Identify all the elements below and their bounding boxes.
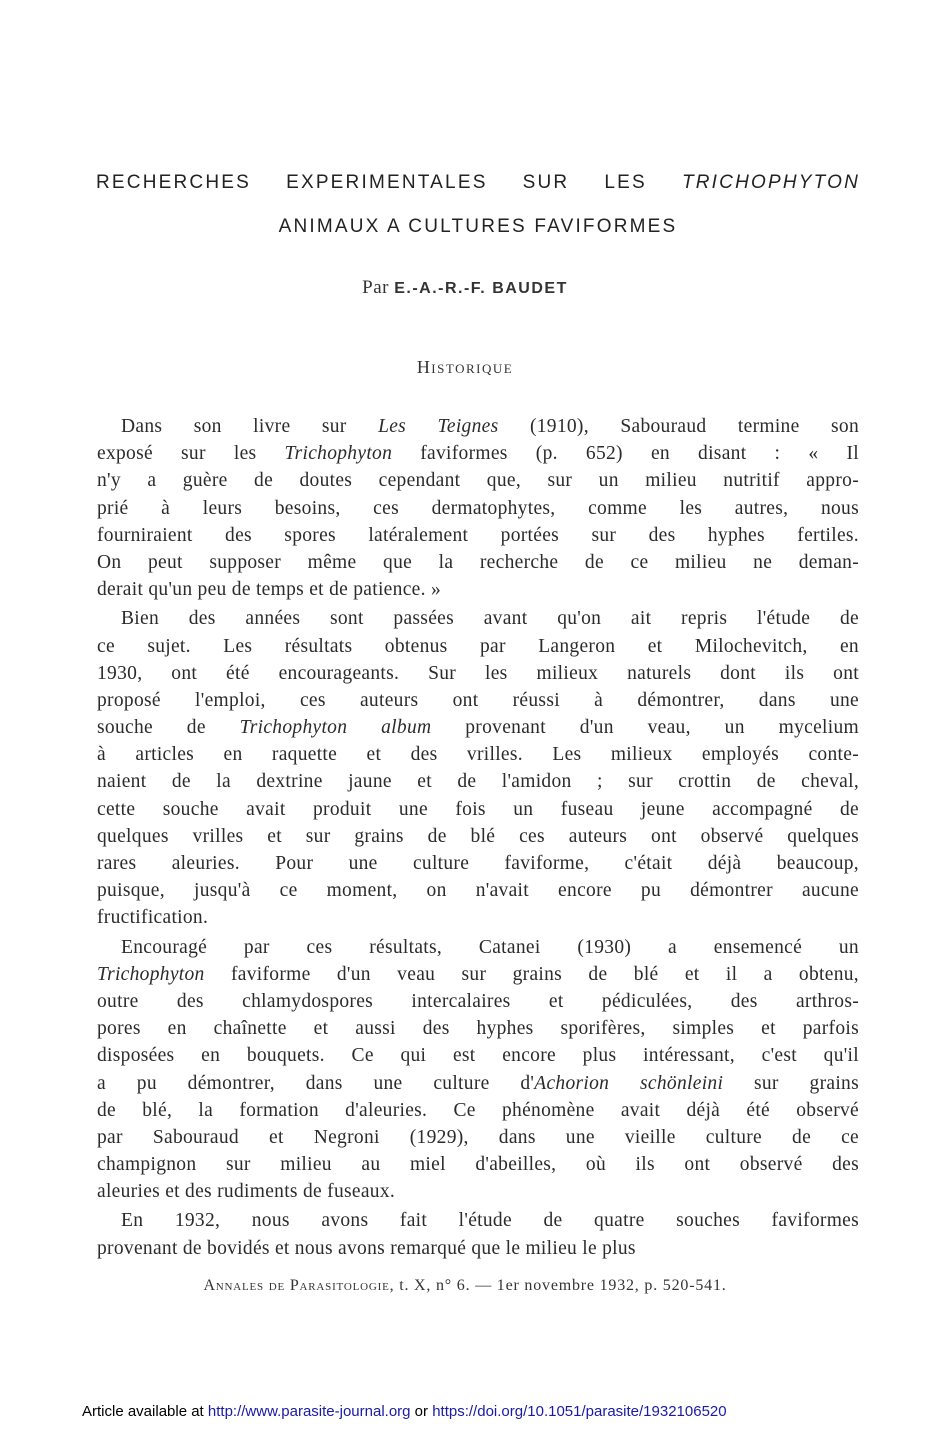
- paragraph-line: [97, 988, 859, 1015]
- journal-link[interactable]: http://www.parasite-journal.org: [207, 1403, 411, 1420]
- journal-name: Annales de Parasitologie,: [203, 1277, 395, 1294]
- line-text: derait qu'un peu de temps et de patience. »: [97, 579, 441, 601]
- paragraph-line: [97, 633, 859, 660]
- italic-term: Trichophyton album: [239, 717, 432, 739]
- line-text: ce sujet. Les résultats obtenus par Langeron et Milochevitch, en: [97, 635, 859, 657]
- line-text: faviforme d'un veau sur grains de blé et il a obtenu,: [204, 963, 859, 985]
- paragraph-line: [97, 934, 859, 961]
- availability-separator: or: [410, 1403, 433, 1420]
- availability-prefix: Article available at: [82, 1403, 208, 1420]
- italic-term: Trichophyton: [284, 443, 393, 465]
- paragraph-line: [97, 522, 859, 549]
- paragraph-line: [97, 1097, 859, 1124]
- line-text: exposé sur les: [97, 443, 285, 465]
- paragraph-line: [97, 741, 859, 768]
- journal-citation: t. X, n° 6. — 1er novembre 1932, p. 520-541.: [394, 1277, 727, 1294]
- line-text: provenant d'un veau, un mycelium: [431, 717, 859, 739]
- line-text: outre des chlamydospores intercalaires et pédiculées, des arthros-: [97, 990, 859, 1012]
- paragraph-line: [97, 796, 859, 823]
- line-text: fructification.: [97, 907, 209, 929]
- italic-term: Trichophyton: [97, 963, 205, 985]
- paragraph-line: [97, 850, 859, 877]
- line-text: Encouragé par ces résultats, Catanei (1930) a ensemencé un: [121, 936, 859, 958]
- paragraph-line: [97, 1042, 859, 1069]
- section-heading: Historique: [416, 357, 514, 377]
- line-text: à articles en raquette et des vrilles. Les milieux employés conte-: [97, 744, 859, 766]
- author-name: E.-A.-R.-F. BAUDET: [394, 280, 568, 297]
- paragraph-line: [97, 660, 859, 687]
- line-text: Bien des années sont passées avant qu'on ait repris l'étude de: [121, 608, 859, 630]
- line-text: naient de la dextrine jaune et de l'amidon ; sur crottin de cheval,: [97, 771, 859, 793]
- paragraph-line: [97, 605, 859, 632]
- title-italic-genus: TRICHOPHYTON: [681, 172, 860, 193]
- doi-link[interactable]: https://doi.org/10.1051/parasite/1932106520: [432, 1403, 727, 1420]
- line-text: sur grains: [723, 1072, 859, 1094]
- line-text: quelques vrilles et sur grains de blé ces auteurs ont observé quelques: [97, 825, 859, 847]
- paragraph-line: [97, 823, 859, 850]
- line-text: proposé l'emploi, ces auteurs ont réussi à démontrer, dans une: [97, 689, 859, 711]
- paragraph-line: [97, 1015, 859, 1042]
- line-text: On peut supposer même que la recherche de ce milieu ne deman-: [97, 551, 859, 573]
- byline: [0, 277, 930, 299]
- availability-notice: [82, 1403, 882, 1420]
- article-title-line-1: [96, 172, 860, 194]
- paragraph-line: [97, 1070, 859, 1097]
- paragraph-line: [97, 576, 859, 603]
- journal-reference: [0, 1277, 930, 1295]
- line-text: faviformes (p. 652) en disant : « Il: [392, 443, 859, 465]
- line-text: En 1932, nous avons fait l'étude de quatre souches faviformes: [121, 1210, 859, 1232]
- paragraph-line: [97, 714, 859, 741]
- paragraph-line: [97, 440, 859, 467]
- line-text: fourniraient des spores latéralement portées sur des hyphes fertiles.: [97, 524, 859, 546]
- line-text: 1930, ont été encourageants. Sur les milieux naturels dont ils ont: [97, 662, 859, 684]
- italic-term: Les Teignes: [378, 416, 499, 437]
- line-text: souche de: [97, 717, 240, 739]
- paragraph-line: [97, 1124, 859, 1151]
- paragraph-line: [97, 877, 859, 904]
- byline-prefix: Par: [362, 277, 395, 298]
- paragraph-line: [97, 495, 859, 522]
- line-text: (1910), Sabouraud termine son: [498, 416, 859, 437]
- title-text: RECHERCHES EXPERIMENTALES SUR LES: [96, 172, 682, 193]
- line-text: rares aleuries. Pour une culture faviforme, c'était déjà beaucoup,: [97, 853, 859, 874]
- body-text: [97, 413, 859, 1262]
- line-text: prié à leurs besoins, ces dermatophytes, comme les autres, nous: [97, 497, 859, 519]
- line-text: de blé, la formation d'aleuries. Ce phénomène avait déjà été observé: [97, 1099, 859, 1121]
- paragraph-line: [97, 687, 859, 714]
- paragraph-line: [97, 768, 859, 795]
- paragraph-line: [97, 1235, 859, 1262]
- paragraph-line: [97, 1207, 859, 1234]
- line-text: pores en chaînette et aussi des hyphes sporifères, simples et parfois: [97, 1018, 859, 1040]
- italic-term: Achorion schönleini: [534, 1072, 724, 1094]
- line-text: disposées en bouquets. Ce qui est encore plus intéressant, c'est qu'il: [97, 1045, 859, 1067]
- paragraph-line: [97, 549, 859, 576]
- line-text: par Sabouraud et Negroni (1929), dans une vieille culture de ce: [97, 1126, 859, 1148]
- paragraph-line: [97, 413, 859, 440]
- line-text: champignon sur milieu au miel d'abeilles, où ils ont observé des: [97, 1154, 859, 1176]
- article-title-line-2: ANIMAUX A CULTURES FAVIFORMES: [278, 216, 678, 237]
- paragraph-line: [97, 1151, 859, 1178]
- line-text: aleuries et des rudiments de fuseaux.: [97, 1181, 396, 1203]
- line-text: puisque, jusqu'à ce moment, on n'avait encore pu démontrer aucune: [97, 880, 859, 902]
- line-text: Dans son livre sur: [121, 416, 379, 437]
- paragraph-line: [97, 961, 859, 988]
- line-text: a pu démontrer, dans une culture d': [97, 1072, 535, 1094]
- paragraph-line: [97, 1178, 859, 1205]
- paragraph-line: [97, 467, 859, 494]
- line-text: cette souche avait produit une fois un fuseau jeune accompagné de: [97, 798, 859, 820]
- line-text: n'y a guère de doutes cependant que, sur un milieu nutritif appro-: [97, 470, 859, 492]
- paragraph-line: [97, 904, 859, 931]
- line-text: provenant de bovidés et nous avons remarqué que le milieu le plus: [97, 1237, 636, 1259]
